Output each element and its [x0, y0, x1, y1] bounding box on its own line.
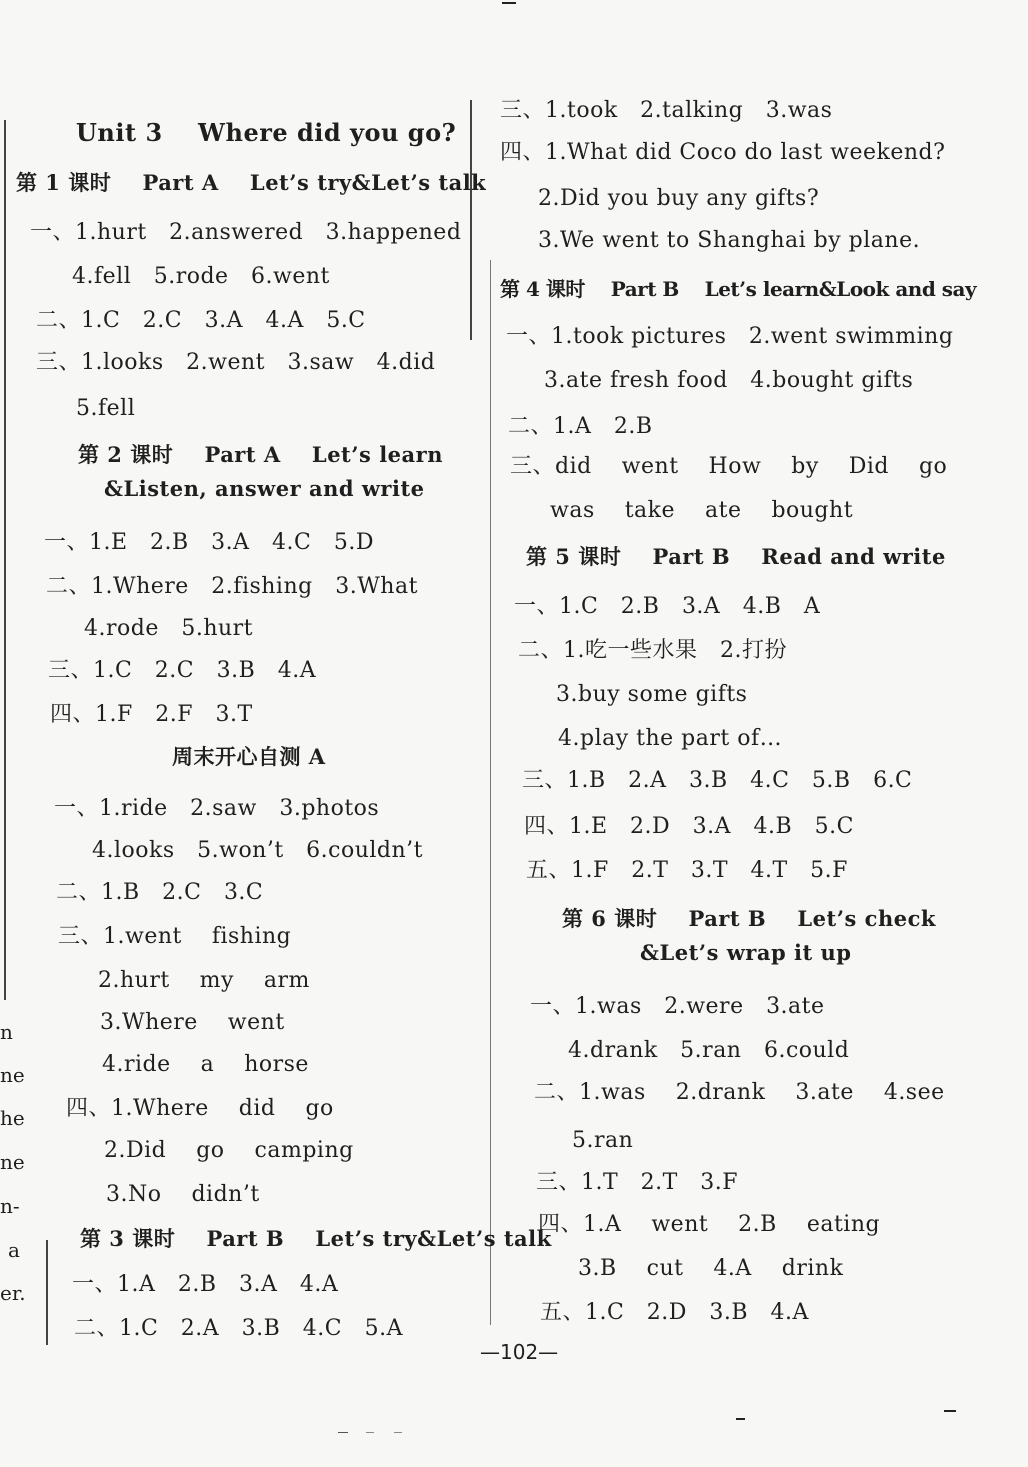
answer-line: 四、1.F 2.F 3.T [50, 702, 253, 727]
lesson-5-title: 第 5 课时 Part B Read and write [526, 544, 946, 569]
weekend-test-title: 周末开心自测 A [172, 744, 326, 769]
answer-line: 二、1.C 2.A 3.B 4.C 5.A [74, 1316, 403, 1341]
bleed-letter: n [0, 1020, 13, 1044]
answer-line: 3.B cut 4.A drink [578, 1256, 844, 1281]
bleed-letter: a [8, 1238, 20, 1262]
answer-line: 一、1.A 2.B 3.A 4.A [72, 1272, 339, 1297]
answer-line: 4.fell 5.rode 6.went [72, 264, 330, 289]
answer-line: 一、1.hurt 2.answered 3.happened [30, 220, 462, 245]
answer-line: 3.We went to Shanghai by plane. [538, 228, 921, 253]
answer-line: 三、1.went fishing [58, 924, 292, 949]
scan-mark [736, 1418, 745, 1420]
answer-line: 三、1.took 2.talking 3.was [500, 98, 833, 123]
answer-line: 3.ate fresh food 4.bought gifts [544, 368, 914, 393]
answer-line: 2.hurt my arm [98, 968, 310, 993]
answer-line: 四、1.What did Coco do last weekend? [500, 140, 946, 165]
answer-line: 一、1.took pictures 2.went swimming [506, 324, 954, 349]
answer-line: 二、1.was 2.drank 3.ate 4.see [534, 1080, 945, 1105]
lesson-2-subtitle: &Listen, answer and write [104, 476, 425, 501]
answer-line: 五、1.C 2.D 3.B 4.A [540, 1300, 809, 1325]
bleed-letter: n- [0, 1194, 20, 1218]
right-column [500, 0, 1000, 1340]
answer-line: 一、1.E 2.B 3.A 4.C 5.D [44, 530, 374, 555]
answer-line: 4.rode 5.hurt [84, 616, 254, 641]
answer-line: 二、1.吃一些水果 2.打扮 [518, 638, 787, 663]
scan-mark [366, 1432, 374, 1433]
bleed-letter: er. [0, 1281, 26, 1305]
scan-mark [394, 1432, 402, 1433]
answer-line: 一、1.ride 2.saw 3.photos [54, 796, 380, 821]
answer-line: 二、1.B 2.C 3.C [56, 880, 264, 905]
answer-line: 4.play the part of… [558, 726, 783, 751]
answer-line: 二、1.C 2.C 3.A 4.A 5.C [36, 308, 366, 333]
answer-line: 五、1.F 2.T 3.T 4.T 5.F [526, 858, 848, 883]
answer-line: 三、1.C 2.C 3.B 4.A [48, 658, 317, 683]
bleed-letter: ne [0, 1150, 25, 1174]
answer-line: 4.drank 5.ran 6.could [568, 1038, 850, 1063]
answer-line: 3.No didn’t [106, 1182, 260, 1207]
lesson-1-title: 第 1 课时 Part A Let’s try&Let’s talk [16, 170, 487, 195]
lesson-6-title: 第 6 课时 Part B Let’s check [562, 906, 936, 931]
answer-line: 二、1.A 2.B [508, 414, 653, 439]
answer-line: 四、1.A went 2.B eating [538, 1212, 881, 1237]
answer-line: 三、1.B 2.A 3.B 4.C 5.B 6.C [522, 768, 913, 793]
answer-line: 二、1.Where 2.fishing 3.What [46, 574, 418, 599]
answer-line: 3.buy some gifts [556, 682, 748, 707]
answer-line: 3.Where went [100, 1010, 285, 1035]
answer-line: 2.Did go camping [104, 1138, 354, 1163]
bleed-letter: ne [0, 1063, 25, 1087]
unit-title: Unit 3 Where did you go? [76, 118, 457, 147]
answer-line: 2.Did you buy any gifts? [538, 186, 820, 211]
column-divider [490, 260, 491, 1325]
lesson-3-title: 第 3 课时 Part B Let’s try&Let’s talk [80, 1226, 552, 1251]
answer-line: 三、1.T 2.T 3.F [536, 1170, 739, 1195]
answer-line: was take ate bought [550, 498, 854, 523]
answer-line: 四、1.Where did go [66, 1096, 334, 1121]
answer-line: 5.ran [572, 1128, 634, 1153]
answer-line: 5.fell [76, 396, 136, 421]
answer-line: 三、1.looks 2.went 3.saw 4.did [36, 350, 436, 375]
lesson-4-title: 第 4 课时 Part B Let’s learn&Look and say [500, 277, 977, 301]
answer-line: 三、did went How by Did go [510, 454, 948, 479]
lesson-6-subtitle: &Let’s wrap it up [640, 940, 852, 965]
answer-line: 4.looks 5.won’t 6.couldn’t [92, 838, 424, 863]
scan-mark [338, 1432, 348, 1433]
scan-mark [944, 1410, 956, 1412]
answer-line: 四、1.E 2.D 3.A 4.B 5.C [524, 814, 854, 839]
page-number: —102— [480, 1340, 559, 1364]
bleed-letter: he [0, 1106, 25, 1130]
answer-line: 4.ride a horse [102, 1052, 309, 1077]
answer-line: 一、1.was 2.were 3.ate [530, 994, 825, 1019]
lesson-2-title: 第 2 课时 Part A Let’s learn [78, 442, 443, 467]
answer-line: 一、1.C 2.B 3.A 4.B A [514, 594, 821, 619]
